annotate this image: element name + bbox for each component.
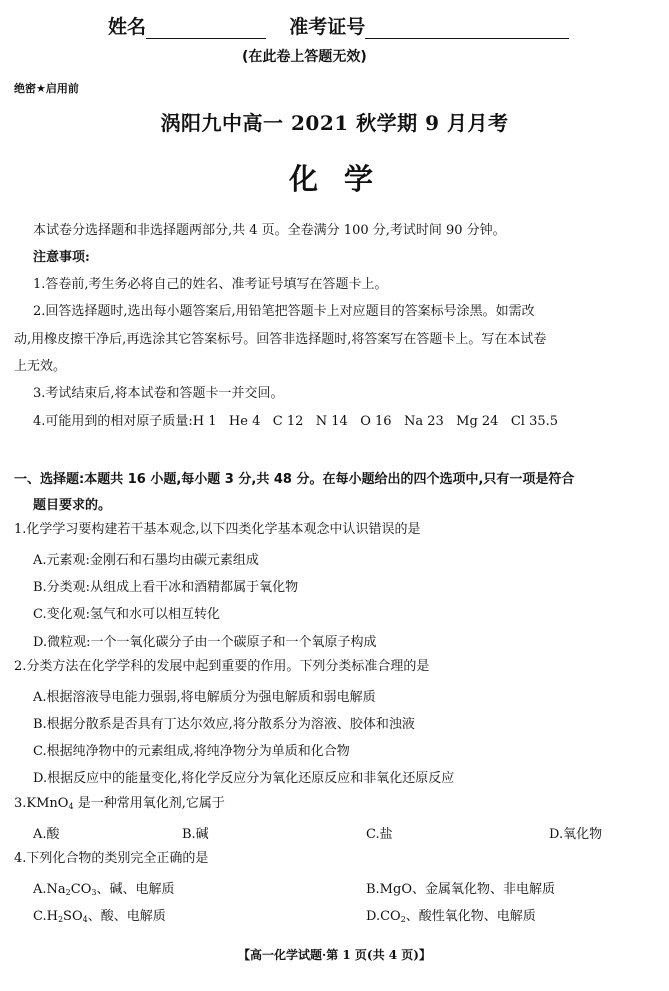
question-4-option-b: B.MgO、金属氧化物、非电解质 [366,882,555,897]
notice-2-line-3: 上无效。 [14,359,67,374]
question-4-option-d: $D.CO_2$、酸性氧化物、电解质 [366,909,536,924]
question-1-option-a: A.元素观:金刚石和石墨均由碳元素组成 [33,553,259,568]
question-2-option-a: A.根据溶液导电能力强弱,将电解质分为强电解质和弱电解质 [33,690,376,705]
secret-label: 绝密★启用前 [14,82,79,95]
exam-number-field[interactable] [365,18,569,39]
question-3-option-a: A.酸 [33,827,60,842]
question-3-option-c: C.盐 [366,827,393,842]
name-row [108,12,569,39]
section-1-heading: 一、选择题:本题共 16 小题,每小题 3 分,共 48 分。在每小题给出的四个选项中,只有一项是符合 [14,472,575,487]
question-2-stem: 2.分类方法在化学学科的发展中起到重要的作用。下列分类标准合理的是 [14,659,430,674]
question-2-option-c: C.根据纯净物中的元素组成,将纯净物分为单质和化合物 [33,744,350,759]
question-2-option-d: D.根据反应中的能量变化,将化学反应分为氧化还原反应和非氧化还原反应 [33,771,455,786]
question-3-option-b: B.碱 [182,827,209,842]
name-label: 姓名 [108,16,147,38]
notice-2-line-1: 2.回答选择题时,选出每小题答案后,用铅笔把答题卡上对应题目的答案标号涂黑。如需改 [33,304,535,319]
notice-2-line-2: 动,用橡皮擦干净后,再选涂其它答案标号。回答非选择题时,将答案写在答题卡上。写在本试卷 [14,332,547,347]
exam-number-label: 准考证号 [289,16,366,38]
section-1-heading-cont: 题目要求的。 [33,498,112,513]
question-4-stem: 4.下列化合物的类别完全正确的是 [14,851,209,866]
notice-1: 1.答卷前,考生务必将自己的姓名、准考证号填写在答题卡上。 [33,277,388,292]
subject-title: 化学 [289,162,400,196]
question-1-option-b: B.分类观:从组成上看干冰和酒精都属于氧化物 [33,580,299,595]
exam-title: 涡阳九中高一 2021 秋学期 9 月月考 [160,111,509,135]
notice-3: 3.考试结束后,将本试卷和答题卡一并交回。 [33,386,284,401]
name-field[interactable] [146,18,266,39]
invalid-note: (在此卷上答题无效) [242,49,367,65]
question-4-option-a: $A.Na_2CO_3$、碱、电解质 [33,882,175,897]
question-2-option-b: B.根据分散系是否具有丁达尔效应,将分散系分为溶液、胶体和浊液 [33,717,415,732]
page-footer: 【高一化学试题·第 1 页(共 4 页)】 [238,948,431,962]
notice-4: 4.可能用到的相对原子质量:H 1 He 4 C 12 N 14 O 16 Na 23 Mg 24 Cl 35.5 [33,414,559,429]
question-1-stem: 1.化学学习要构建若干基本观念,以下四类化学基本观念中认识错误的是 [14,522,421,537]
question-1-option-d: D.微粒观:一个一氧化碳分子由一个碳原子和一个氧原子构成 [33,635,377,650]
question-4-option-c: $C.H_2SO_4$、酸、电解质 [33,909,166,924]
question-1-option-c: C.变化观:氢气和水可以相互转化 [33,607,220,622]
notice-title: 注意事项: [33,250,90,265]
intro-text: 本试卷分选择题和非选择题两部分,共 4 页。全卷满分 100 分,考试时间 90 分钟。 [33,223,506,238]
question-3-option-d: D.氧化物 [549,827,603,842]
question-3-stem: 3.KMnO$_4$ 是一种常用氧化剂,它属于 [14,796,225,811]
